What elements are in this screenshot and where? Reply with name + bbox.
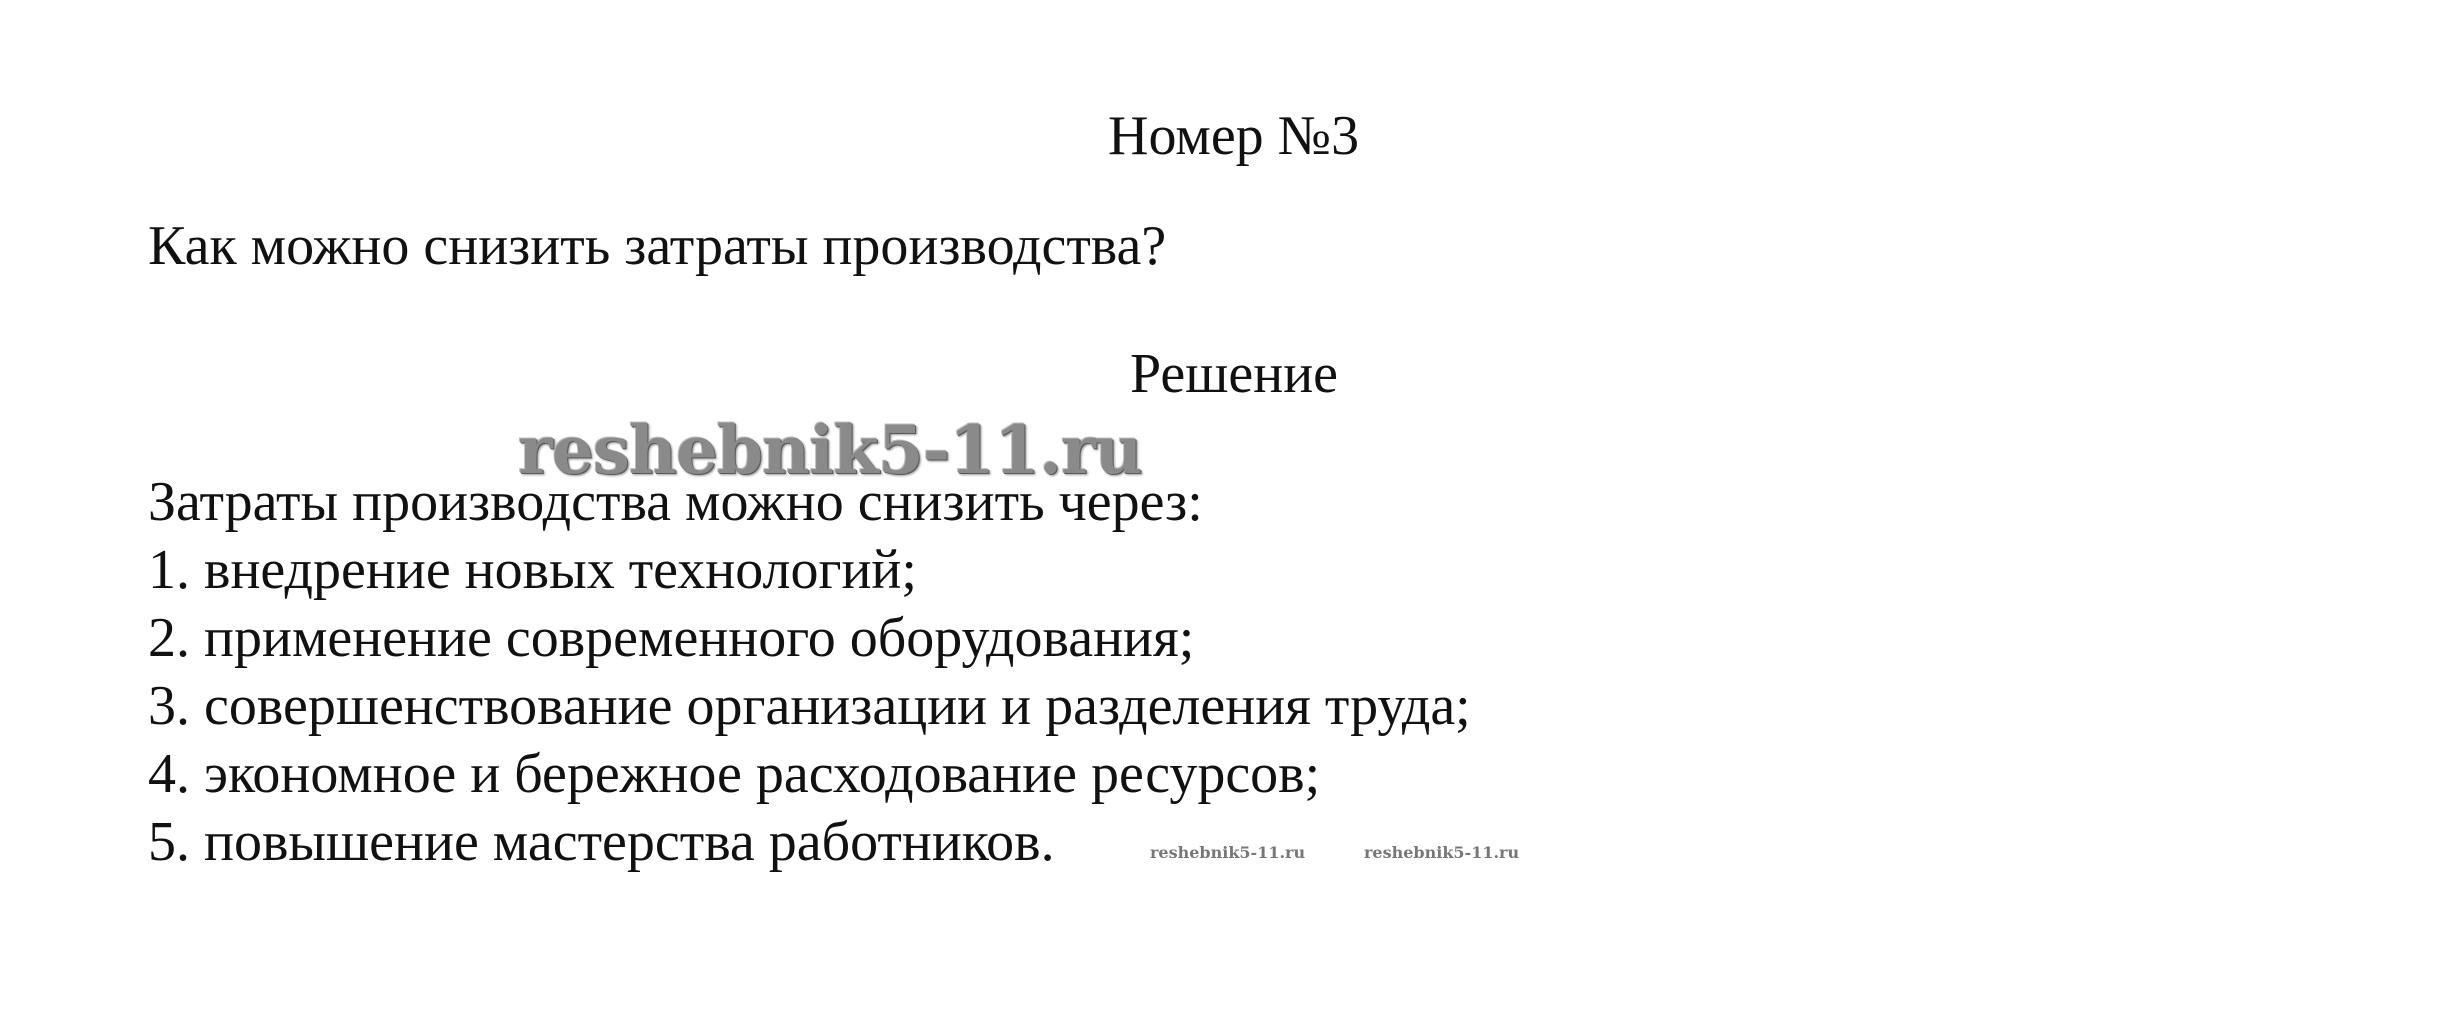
site-watermark-small: reshebnik5-11.ru bbox=[1364, 843, 1520, 862]
answer-item-4: 4. экономное и бережное расходование ресурсов; bbox=[148, 743, 1321, 805]
site-watermark: reshebnik5-11.ru bbox=[518, 411, 1142, 489]
answer-item-2: 2. применение современного оборудования; bbox=[148, 607, 1195, 669]
answer-intro: Затраты производства можно снизить через: bbox=[148, 471, 1203, 533]
page-title: Номер №3 bbox=[1108, 105, 1360, 167]
answer-block bbox=[148, 468, 1471, 876]
answer-item-5: 5. повышение мастерства работников. bbox=[148, 811, 1055, 873]
solution-heading: Решение bbox=[1130, 343, 1339, 405]
answer-item-1: 1. внедрение новых технологий; bbox=[148, 539, 917, 601]
question-text: Как можно снизить затраты производства? bbox=[148, 215, 1167, 277]
site-watermark-small: reshebnik5-11.ru bbox=[1150, 843, 1306, 862]
answer-item-3: 3. совершенствование организации и разделения труда; bbox=[148, 675, 1471, 737]
